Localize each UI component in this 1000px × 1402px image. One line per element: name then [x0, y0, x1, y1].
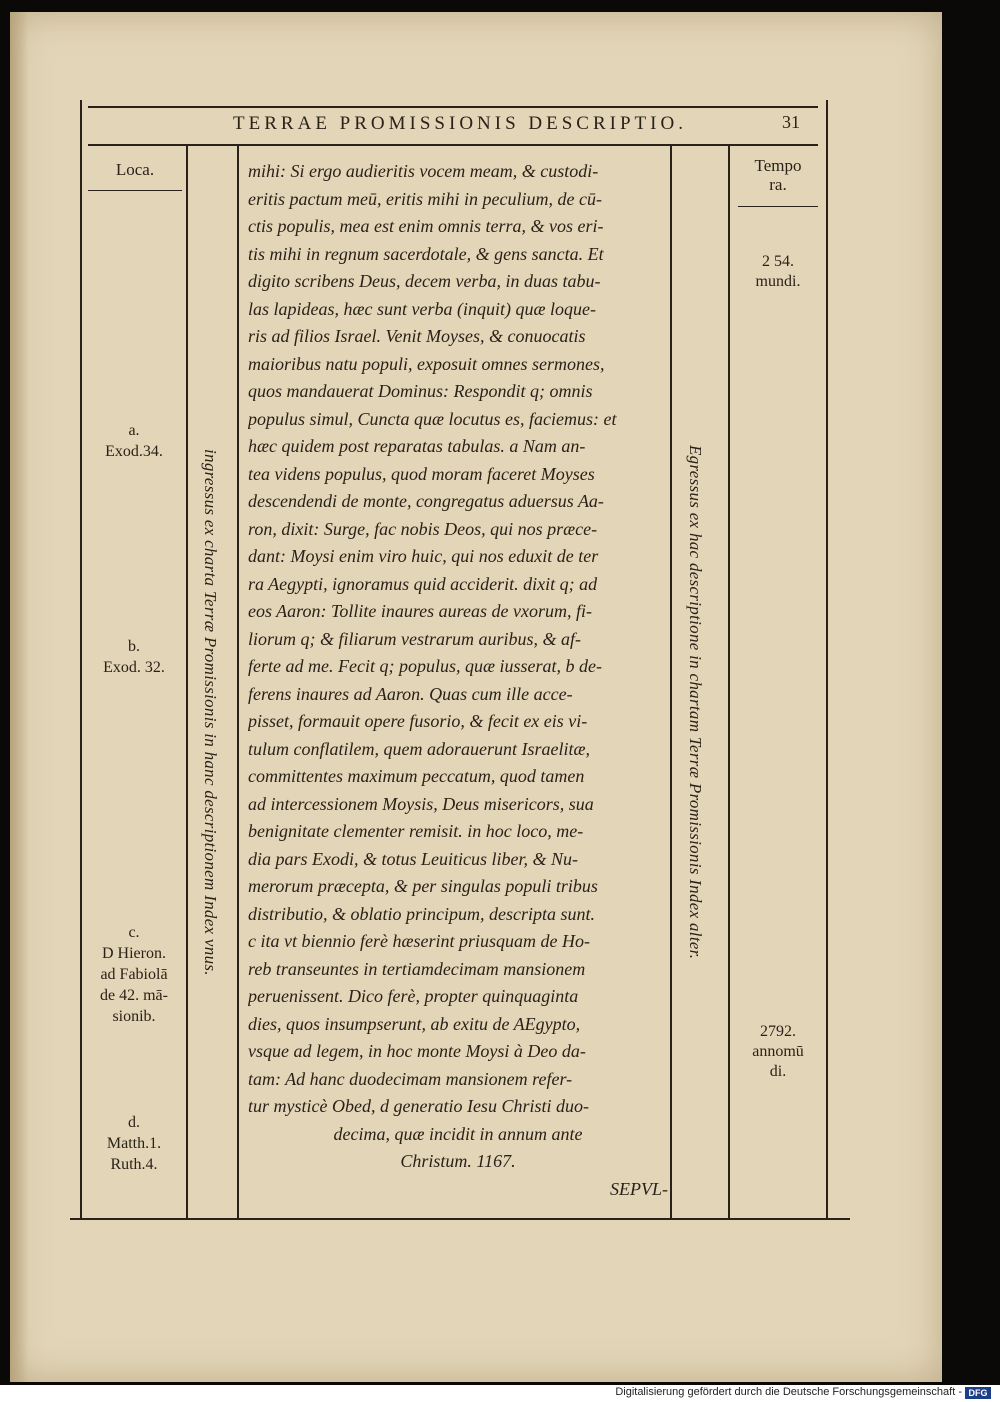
- body-line: dies, quos insumpserunt, ab exitu de AEgypto,: [248, 1013, 581, 1034]
- body-line: descendendi de monte, congregatus aduersus Aa-: [248, 491, 604, 511]
- body-line: pisset, formauit opere fusorio, & fecit ex eis vi-: [248, 711, 588, 731]
- body-line: decima, quæ incidit in annum ante: [333, 1123, 583, 1144]
- right-vertical-index: Egressus ex hac descriptione in chartam Terræ Promissionis Index alter.: [686, 444, 705, 960]
- tempora-heading: Tempo ra.: [754, 156, 802, 194]
- top-rule: [88, 106, 818, 108]
- time-note-1: 2 54. mundi.: [755, 253, 801, 290]
- page-number: 31: [782, 112, 800, 132]
- column-rule-3: [670, 146, 672, 1218]
- body-line: ad intercessionem Moysis, Deus misericors, sua: [248, 793, 594, 814]
- body-line: ris ad filios Israel. Venit Moyses, & conuocatis: [248, 326, 586, 346]
- frame-left: [80, 100, 82, 1220]
- body-line: tam: Ad hanc duodecimam mansionem refer-: [248, 1068, 573, 1089]
- margin-note-d: d. Matth.1. Ruth.4.: [106, 1114, 162, 1173]
- head-rule: [88, 144, 818, 146]
- catchword: SEPVL-: [610, 1178, 668, 1199]
- body-line: tis mihi in regnum sacerdotale, & gens sancta. Et: [248, 243, 604, 264]
- column-rule-2: [237, 146, 239, 1218]
- body-line: ron, dixit: Surge, fac nobis Deos, qui nos præce-: [248, 518, 598, 539]
- left-vertical-index: ingressus ex charta Terræ Promissionis in hanc descriptionem Index vnus.: [201, 448, 220, 976]
- body-line: tur mysticè Obed, d generatio Iesu Christi duo-: [248, 1096, 589, 1116]
- body-line: c ita vt biennio ferè hæserint priusquam de Ho-: [248, 931, 590, 951]
- frame-right: [826, 100, 828, 1220]
- body-line: digito scribens Deus, decem verba, in duas tabu-: [248, 271, 601, 291]
- page-gutter-shadow: [10, 12, 28, 1382]
- body-line: eos Aaron: Tollite inaures aureas de vxorum, fi-: [248, 601, 592, 621]
- body-line: distributio, & oblatio principum, descripta sunt.: [248, 903, 596, 924]
- body-line: dant: Moysi enim viro huic, qui nos eduxit de ter: [248, 546, 599, 566]
- running-title: TERRAE PROMISSIONIS DESCRIPTIO.: [233, 113, 687, 134]
- body-line: ctis populis, mea est enim omnis terra, & vos eri-: [248, 216, 604, 236]
- body-line: tulum conflatilem, quem adorauerunt Israelitæ,: [248, 738, 590, 759]
- body-line: Christum. 1167.: [400, 1151, 516, 1171]
- body-line: dia pars Exodi, & totus Leuiticus liber, & Nu-: [248, 848, 579, 869]
- body-line: benignitate clementer remisit. in hoc loco, me-: [248, 821, 584, 841]
- body-line: hæc quidem post reparatas tabulas. a Nam an-: [248, 436, 586, 456]
- time-note-2: 2792. annomū di.: [752, 1023, 804, 1080]
- column-rule-1: [186, 146, 188, 1218]
- body-line: eritis pactum meū, eritis mihi in peculium, de cū-: [248, 188, 602, 209]
- dfg-logo: DFG: [965, 1387, 991, 1399]
- body-line: maioribus natu populi, exposuit omnes sermones,: [248, 353, 605, 374]
- loca-heading: Loca.: [115, 160, 155, 179]
- body-line: las lapideas, hæc sunt verba (inquit) quæ loque-: [248, 298, 596, 319]
- body-line: ferte ad me. Fecit q; populus, quæ iusserat, b de-: [248, 656, 602, 676]
- body-line: peruenissent. Dico ferè, propter quinquaginta: [248, 986, 579, 1006]
- body-line: ra Aegypti, ignoramus quid acciderit. dixit q; ad: [248, 573, 598, 594]
- body-line: reb transeuntes in tertiamdecimam mansionem: [248, 958, 586, 979]
- body-line: tea videns populus, quod moram faceret Moyses: [248, 463, 595, 484]
- body-line: populus simul, Cuncta quæ locutus es, faciemus: et: [248, 408, 617, 429]
- body-line: quos mandauerat Dominus: Respondit q; omnis: [248, 381, 593, 401]
- body-line: merorum præcepta, & per singulas populi tribus: [248, 876, 598, 896]
- bottom-rule: [70, 1218, 850, 1220]
- body-line: ferens inaures ad Aaron. Quas cum ille acce-: [248, 683, 573, 704]
- column-rule-4: [728, 146, 730, 1218]
- body-line: committentes maximum peccatum, quod tamen: [248, 766, 585, 786]
- body-text: [248, 158, 668, 1203]
- margin-note-c: c. D Hieron. ad Fabiolā de 42. mā- sionib.: [100, 924, 168, 1025]
- body-line: liorum q; & filiarum vestrarum auribus, & af-: [248, 628, 582, 649]
- margin-note-a: a. Exod.34.: [105, 422, 163, 460]
- body-line: vsque ad legem, in hoc monte Moysi à Deo da-: [248, 1041, 586, 1061]
- margin-note-b: b. Exod. 32.: [103, 638, 165, 676]
- body-line: mihi: Si ergo audieritis vocem meam, & custodi-: [248, 161, 599, 181]
- tempora-underline: [738, 206, 818, 207]
- footer-credit: Digitalisierung gefördert durch die Deutsche Forschungsgemeinschaft -: [615, 1386, 962, 1398]
- loca-underline: [88, 190, 182, 191]
